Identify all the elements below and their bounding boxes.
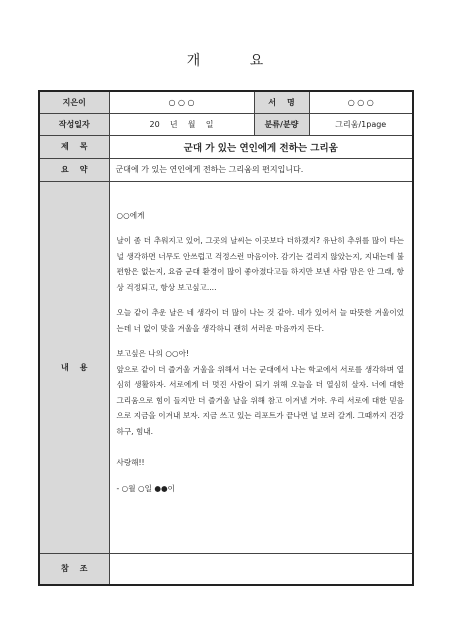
sign-value: ○ ○ ○ [309,91,413,113]
letter-paragraph-1: 날이 좀 더 추워지고 있어, 그곳의 날씨는 이곳보다 더하겠지? 유난히 추위를 많이 타는 널 생각하면 너무도 안쓰럽고 걱정스런 마음이야. 감기는 걸리지 않았는지, 지내는데 불편함은 없는지, 요즘 군대 환경이 많이 좋아졌다고들 하지만 보낸 사람 맘은 안 그래, 항상 걱정되고, 항상 보고싶고.... [116,236,404,292]
letter-closing: 사랑해!! [116,458,145,467]
author-label: 지은이 [39,91,109,113]
date-value: 20 년 월 일 [109,113,254,135]
category-label: 분류/분량 [254,113,309,135]
summary-label: 요 약 [39,158,109,181]
subject-value: 군대 가 있는 연인에게 전하는 그리움 [109,135,413,158]
letter-paragraph-2: 오늘 같이 추운 날은 네 생각이 더 많이 나는 것 같아. 네가 있어서 늘 따뜻한 겨울이었는데 너 없이 맞을 겨울을 생각하니 괜히 서러운 마음까지 든다. [116,308,404,333]
reference-label: 참 조 [39,553,109,585]
document-title [0,50,450,70]
summary-value: 군대에 가 있는 연인에게 전하는 그리움의 편지입니다. [109,158,413,181]
category-value: 그리움/1page [309,113,413,135]
letter-paragraph-3: 앞으로 같이 더 즐거울 거울을 위해서 너는 군대에서 나는 학교에서 서로를 생각하며 열심히 생활하자. 서로에게 더 멋진 사람이 되기 위해 오늘을 더 열심히 살자. 너에 대한 그리움으로 힘이 들지만 더 즐거울 날을 위해 참고 이겨낼 거야. 우리 서로에 대한 믿음으로 지금을 이겨내 보자. 지금 쓰고 있는 리포트가 끝나면 널 보러 갈게. 그때까지 건강하구, 힘내. [116,364,404,436]
title-char-1: 개 [186,53,201,69]
subject-label: 제 목 [39,135,109,158]
overview-table [38,90,414,586]
letter-paragraph-3-heading: 보고싶은 나의 ○○아! [116,349,189,358]
content-body [109,181,413,553]
letter-greeting: ○○에게 [116,210,145,220]
title-char-2: 요 [249,53,264,69]
author-value: ○ ○ ○ [109,91,254,113]
reference-value [109,553,413,585]
date-label: 작성일자 [39,113,109,135]
sign-label: 서 명 [254,91,309,113]
letter-signature: - ○월 ○일 ●●이 [116,483,175,493]
content-label: 내 용 [39,181,109,553]
